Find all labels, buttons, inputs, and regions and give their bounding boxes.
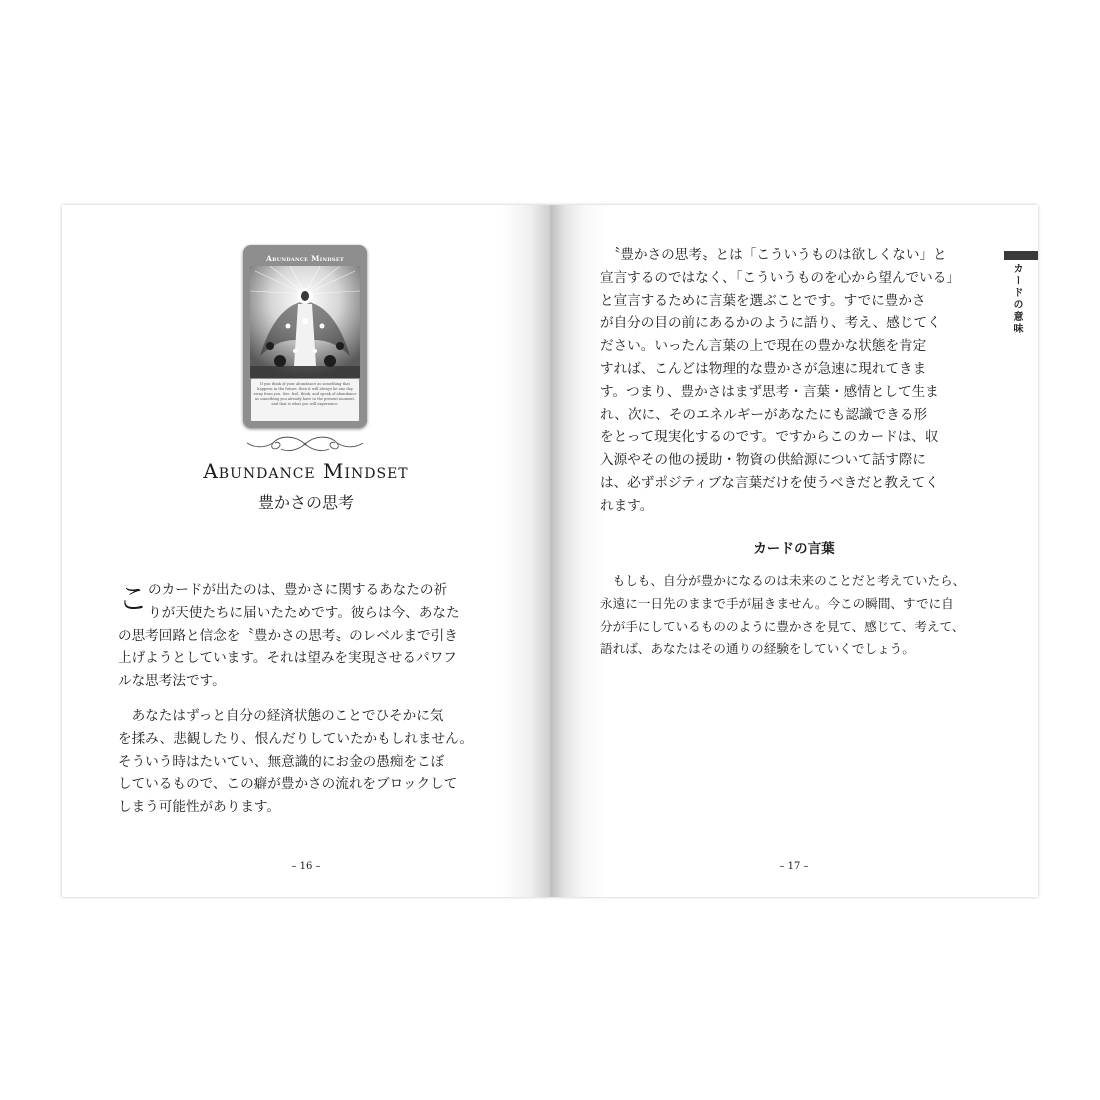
text-line: をとって現実化するのです。ですからこのカードは、収 — [600, 429, 939, 446]
text-line: 宣言するのではなく、「こういうものを心から望んでいる」 — [600, 269, 960, 286]
section-heading: カードの言葉 — [753, 541, 835, 557]
text-line: のカードが出たのは、豊かさに関するあなたの祈 — [148, 582, 448, 598]
card-title: Abundance Mindset — [266, 254, 344, 263]
text-line: 永遠に一日先のままで手が届きません。今この瞬間、すでに自 — [600, 595, 954, 611]
page-number-left: – 16 – — [291, 861, 321, 872]
section-tab-label: カードの意味 — [1011, 263, 1022, 335]
left-paragraph-1 — [118, 579, 502, 693]
english-title: Abundance Mindset — [203, 459, 409, 483]
text-line: りが天使たちに届いたためです。彼らは今、あなた — [148, 604, 460, 621]
text-line: は、必ずポジティブな言葉だけを使うべきだと教えてく — [600, 474, 939, 491]
text-line: 入源やその他の援助・物資の供給源について話す際に — [600, 452, 926, 469]
text-line: あなたはずっと自分の経済状態のことでひそかに気 — [118, 708, 444, 724]
left-paragraph-2 — [118, 705, 502, 819]
card-caption: If you think of your abundance as something that happens in the future, then it will always be one day away from you. See, feel, think, and speak of abundance as something you already have in the present moment, and that is what you will experience. — [253, 382, 357, 406]
angel-illustration — [250, 266, 360, 378]
japanese-title: 豊かさの思考 — [257, 493, 354, 512]
text-line: すれば、こんどは物理的な豊かさが急速に現れてきま — [600, 360, 927, 377]
drop-cap: こ — [118, 582, 148, 617]
text-line: 上げようとしています。それは望みを実現させるパワフ — [118, 650, 457, 667]
text-line: ルな思考法です。 — [118, 673, 226, 690]
text-line: しまう可能性があります。 — [118, 799, 281, 816]
card-caption-box — [251, 379, 359, 421]
text-line: す。つまり、豊かさはまず思考・言葉・感情として生ま — [600, 383, 939, 400]
right-paragraph-1 — [600, 244, 980, 518]
text-line: 〝豊かさの思考〟とは「こういうものは欲しくない」と — [600, 247, 947, 263]
open-book — [62, 205, 1038, 897]
text-line: を揉み、悲観したり、恨んだりしていたかもしれません。 — [118, 730, 474, 747]
right-page — [550, 205, 1038, 897]
page-number-right: – 17 – — [779, 861, 809, 872]
left-page — [62, 205, 550, 897]
text-line: の思考回路と信念を〝豊かさの思考〟のレベルまで引き — [118, 627, 458, 644]
text-line: と宣言するために言葉を選ぶことです。すでに豊かさ — [600, 292, 926, 309]
text-line: そういう時はたいてい、無意識的にお金の愚痴をこぼ — [118, 753, 445, 770]
text-line: ださい。いったん言葉の上で現在の豊かな状態を肯定 — [600, 338, 927, 355]
text-line: 語れば、あなたはその通りの経験をしていくでしょう。 — [600, 641, 915, 657]
section-tab-bar — [1004, 251, 1038, 260]
text-line: れます。 — [600, 497, 654, 514]
section-tab — [1004, 251, 1038, 347]
text-line: しているもので、この癖が豊かさの流れをブロックして — [118, 776, 458, 793]
right-paragraph-2 — [600, 570, 980, 661]
ornament-flourish — [245, 433, 365, 455]
text-line: が自分の目の前にあるかのように語り、考え、感じてく — [600, 315, 941, 332]
text-line: もしも、自分が豊かになるのは未来のことだと考えていたら、 — [600, 573, 966, 588]
oracle-card-image — [243, 245, 367, 428]
text-line: 分が手にしているもののように豊かさを見て、感じて、考えて、 — [600, 618, 965, 634]
text-line: れ、次に、そのエネルギーがあなたにも認識できる形 — [600, 406, 928, 423]
